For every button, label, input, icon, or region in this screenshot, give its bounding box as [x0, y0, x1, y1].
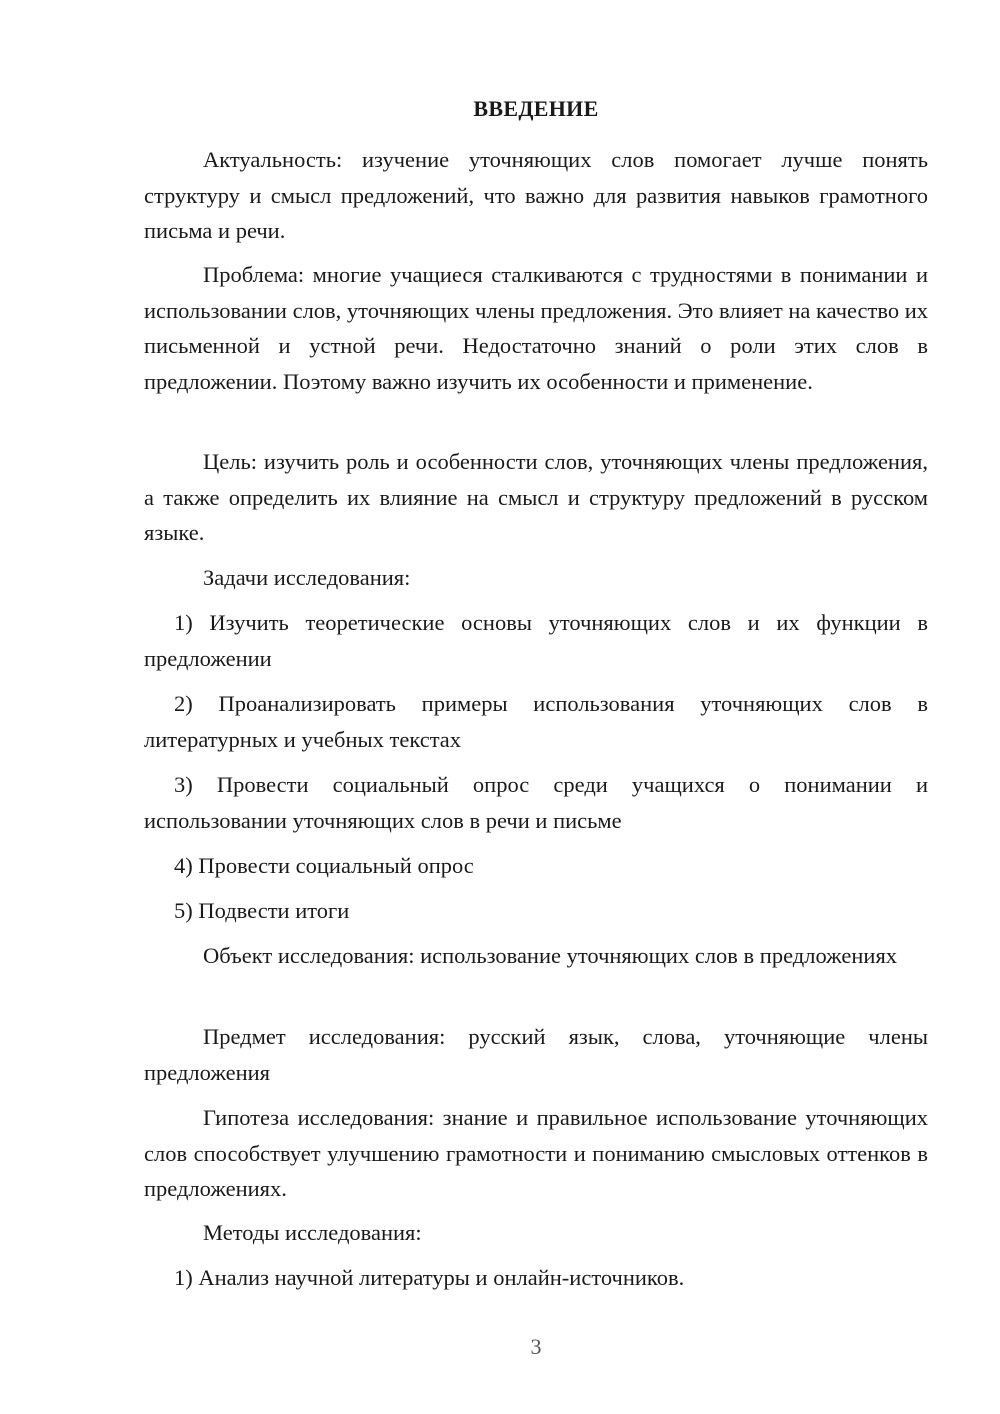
paragraph-problem: Проблема: многие учащиеся сталкиваются с трудностями в понимании и использовании слов, уточняющих члены предложения. Это влияет на качество их письменной и устной речи. Недостаточно знаний о роли этих слов в предложении. Поэтому важно изучить их особенности и применение. [144, 262, 929, 394]
paragraph-subject: Предмет исследования: русский язык, слова, уточняющие члены предложения [144, 1024, 928, 1085]
page-number: 3 [530, 1334, 542, 1359]
list-item-task-5: 5) Подвести итоги [174, 898, 350, 923]
paragraph-methods-heading: Методы исследования: [203, 1220, 422, 1245]
list-item-task-3: 3) Провести социальный опрос среди учащихся о понимании и использовании уточняющих слов в речи и письме [144, 772, 928, 833]
paragraph-relevance: Актуальность: изучение уточняющих слов помогает лучше понять структуру и смысл предложений, что важно для развития навыков грамотного письма и речи. [144, 147, 928, 243]
paragraph-goal: Цель: изучить роль и особенности слов, уточняющих члены предложения, а также определить их влияние на смысл и структуру предложений в русском языке. [144, 449, 928, 545]
paragraph-object: Объект исследования: использование уточняющих слов в предложениях [203, 943, 898, 968]
paragraph-tasks-heading: Задачи исследования: [203, 565, 411, 590]
list-item-task-1: 1) Изучить теоретические основы уточняющих слов и их функции в предложении [144, 610, 928, 671]
list-item-task-2: 2) Проанализировать примеры использования уточняющих слов в литературных и учебных текстах [144, 691, 928, 752]
list-item-task-4: 4) Провести социальный опрос [174, 853, 474, 878]
list-item-method-1: 1) Анализ научной литературы и онлайн-источников. [174, 1265, 685, 1290]
section-title: ВВЕДЕНИЕ [473, 96, 599, 121]
paragraph-hypothesis: Гипотеза исследования: знание и правильное использование уточняющих слов способствует улучшению грамотности и пониманию смысловых оттенков в предложениях. [144, 1105, 928, 1201]
